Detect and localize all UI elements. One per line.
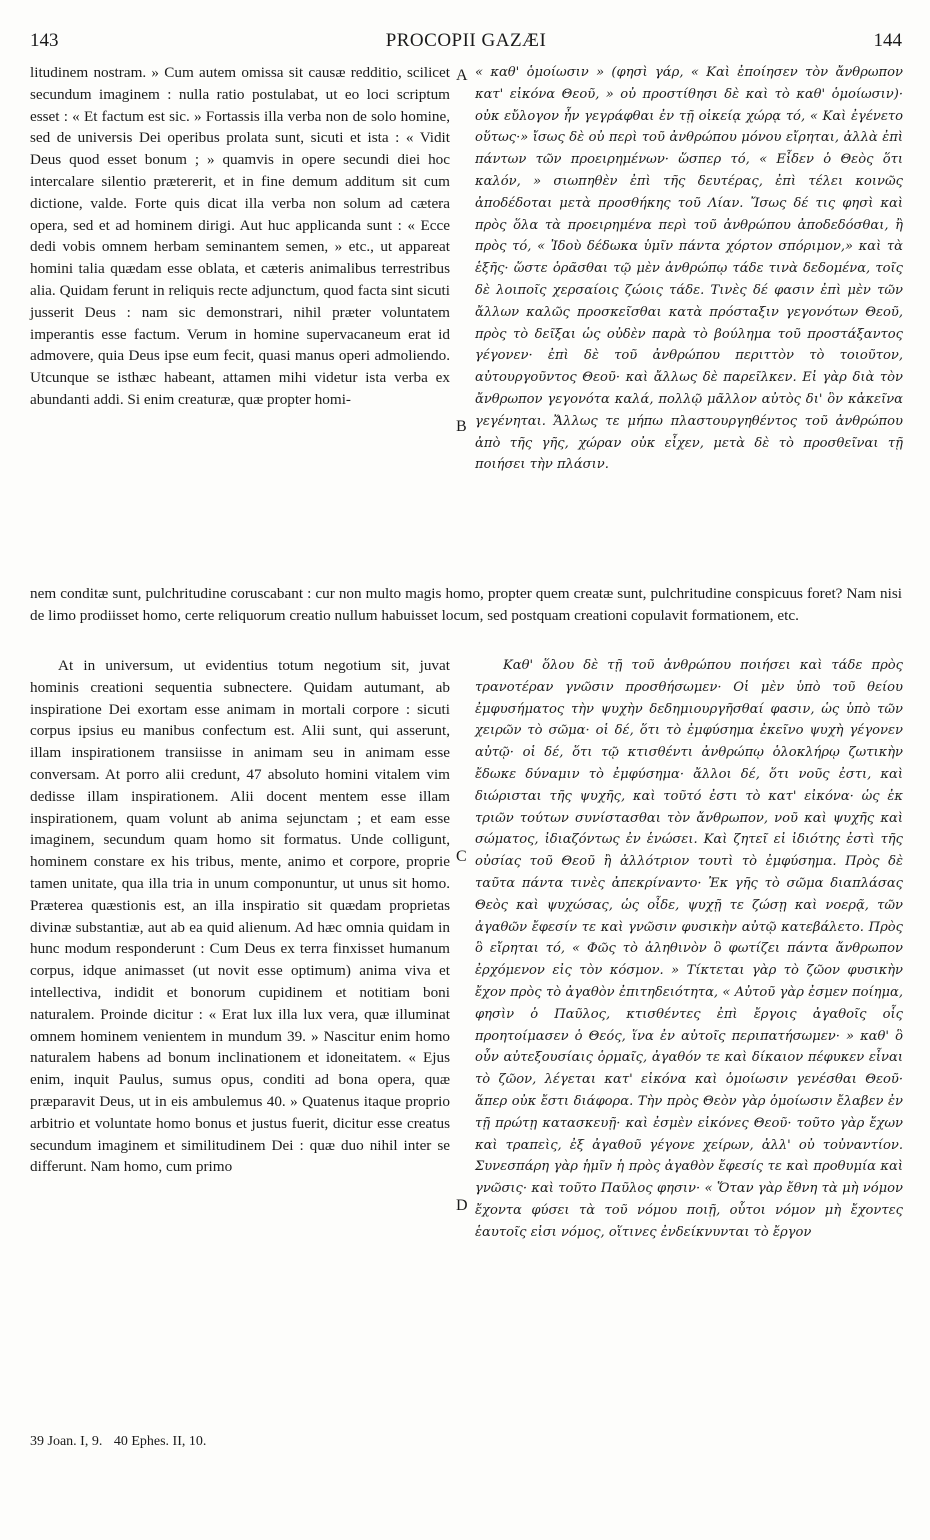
- latin-paragraph: At in universum, ut evidentius totum negotium sit, juvat hominis creationi sequentia subnectere. Quidam autumant, ab inspiratione Dei exortam esse animam in mortali corpore : sicuti corpus ipsius eu manibus confectum est. Alii sunt, qui asserunt, illam inspirationem transiisse in animam seu in animam esse conversam. At porro alii credunt, 47 absoluto homini vitalem vim dedisse illam inspirationem. Alii docent mentem esse illam inspirationem, quam volunt ab anima sejunctam ; et eam esse imaginem, secundum quam homo sit formatus. Unde colligunt, hominem constare ex his tribus, mente, animo et corpore, proprie tamen unitate, qua illa tria in unum componuntur, ut unus sit homo. Præterea quæstionis est, an illa inspiratio sit quædam proprietas divinæ substantiæ, aut ab ea quid alienum. Ad hæc omnia quidam in hunc modum responderunt : Cum Deus ex terra finxisset humanum corpus, idque animasset (ut novit esse optimum) anima viva et intellectiva, indidit et bonorum cupidinem et notitiam boni naturalem. Proinde dicitur : « Erat lux illa lux vera, quæ illuminat omnem hominem venientem in mundum 39. » Nascitur enim homo naturalem habens ad bonum inclinationem et idoneitatem. « Ejus enim, inquit Paulus, sumus opus, conditi ad bona opera, quæ præparavit Deus, ut in eis ambulemus 40. » Quatenus itaque proprio arbitrio et voluntate homo bonus et justus fuerit, dicitur esse creatus secundum imaginem et similitudinem Dei : quæ duo nihil inter se differunt. Nam homo, cum primo: [30, 657, 450, 1176]
- footnote: 40 Ephes. II, 10.: [113, 1434, 207, 1449]
- greek-column-bottom: [475, 655, 903, 1244]
- latin-paragraph: litudinem nostram. » Cum autem omissa sit causæ redditio, scilicet secundum imaginem : nulla ratio postulabat, ut eo loci scriptum esset : « Et factum est sic. » Fortassis illa verba non de solo homine, sed de universis Dei operibus prolata sunt, sicuti et ista : « Vidit Deus quod esset bonum ; » quamvis in opere secundi diei hoc intercalare silentio prætererit, et in fine demum additum sit cum dictione, valde. Forte quis dicat illa verba non solum ad cætera opera, sed et ad hominem dirigi. Aut huc applicanda sunt : « Ecce dedi vobis omnem herbam seminantem semen, » etc., ut appareat homini talia quædam esse oblata, et cæteris animalibus terrestribus alia. Quidam ferunt in reliquis recte adjunctum, quod facta sint sicuti jusserit Deus : nam sic demonstrari, nihil præter voluntatem imperantis esse factum. Verum in homine supervacaneum erat id admovere, quia Deus ipse eum fecit, quasi manus operi admoliendo. Utcunque se isthæc habeant, attamen mihi videtur ista verba ex abundanti addi. Si enim creaturæ, quæ propter homi-: [30, 64, 450, 408]
- greek-paragraph: « καθ' ὁμοίωσιν » (φησὶ γάρ, « Καὶ ἐποίησεν τὸν ἄνθρωπον κατ' εἰκόνα Θεοῦ, » οὐ προστίθησι δὲ καὶ τὸ καθ' ὁμοίωσιν)· οὐκ εὔλογον ἦν γεγράφθαι ἐν τῇ οἰκείᾳ χώρᾳ τό, « Καὶ ἐγένετο οὕτως·» ἴσως δὲ οὐ περὶ τοῦ ἀνθρώπου μόνου εἴρηται, ἀλλὰ ἐπὶ πάντων τῶν προειρημένων· ὥσπερ τό, « Εἶδεν ὁ Θεὸς ὅτι καλόν, » σιωπηθὲν ἐπὶ τῆς δευτέρας, ἐπὶ τέλει κοινῶς ἀποδέδοται μετὰ προσθήκης τοῦ Λίαν. Ἴσως δέ τις φησὶ καὶ πρὸς ὅλα τὰ προειρημένα περὶ τοῦ ἀνθρώπου ἀποδεδόσθαι, ἢ πρὸς τό, « Ἰδοὺ δέδωκα ὑμῖν πάντα χόρτον σπόριμον,» καὶ τὰ ἑξῆς· ὥστε ὁρᾶσθαι τῷ μὲν ἀνθρώπῳ τάδε τινὰ δεδομένα, τοῖς δὲ λοιποῖς χερσαίοις ζώοις τάδε. Τινὲς δέ φασιν ἐπὶ μὲν τῶν ἄλλων καλῶς προσκεῖσθαι κατὰ πρόσταξιν γεγονότων Θεοῦ, πρὸς τὸ δεῖξαι ὡς οὐδὲν παρὰ τὸ βούλημα τοῦ προστάξαντος γέγονεν· ἐπὶ δὲ τοῦ ἀνθρώπου περιττὸν τὸ τοιοῦτον, αὐτουργοῦντος Θεοῦ· καὶ ἄλλως δὲ παρεῖλκεν. Εἰ γὰρ διὰ τὸν ἄνθρωπον γεγονότα καλά, πολλῷ μᾶλλον αὐτὸς δι' ὃν κἀκεῖνα γεγένηται. Ἄλλως τε μήπω πλαστουργηθέντος τοῦ ἀνθρώπου ἀπὸ τῆς γῆς, χώραν οὐκ εἶχεν, μετὰ δὲ τὸ προσθεῖναι τῇ ποιήσει τὴν πλάσιν.: [475, 65, 903, 473]
- margin-mark-b: B: [456, 418, 467, 435]
- latin-column-bottom: [30, 655, 450, 1178]
- latin-full-width: [30, 583, 902, 627]
- margin-mark-c: C: [456, 848, 467, 865]
- greek-column-top: [475, 62, 903, 476]
- latin-column-top: [30, 62, 450, 411]
- page-header: [30, 30, 902, 60]
- margin-mark-a: A: [456, 67, 468, 84]
- footnotes: [30, 1434, 530, 1450]
- latin-continuation: nem conditæ sunt, pulchritudine coruscabant : cur non multo magis homo, propter quem creatæ sunt, pulchritudine conspicuus foret? Nam nisi de limo prodiisset homo, certe reliquorum creatio nullum habuisset locum, sed postquam creationi copulavit formationem, etc.: [30, 585, 902, 624]
- footnote: 39 Joan. I, 9.: [30, 1434, 103, 1449]
- running-title: PROCOPII GAZÆI: [385, 30, 547, 51]
- page-number-right: 144: [873, 30, 902, 51]
- page-number-left: 143: [30, 30, 59, 51]
- greek-paragraph: Καθ' ὅλου δὲ τῇ τοῦ ἀνθρώπου ποιήσει καὶ τάδε πρὸς τρανοτέραν γνῶσιν προσθήσωμεν· Οἱ μὲν ὑπὸ τοῦ θείου ἐμφυσήματος τὴν ψυχὴν δεδημιουργῆσθαί φασιν, ὡς ὑπὸ τῶν χειρῶν τὸ σῶμα· οἱ δέ, ὅτι τὸ ἐμφύσημα ἐκεῖνο ψυχὴ γέγονεν αὐτῷ· οἱ δέ, ὅτι τῷ κτισθέντι ἀνθρώπῳ ὁλοκλήρῳ ζωτικὴν ἔδωκε δύναμιν τὸ ἐμφύσημα· ἄλλοι δέ, ὅτι νοῦς ἐστι, καὶ διώρισται τῆς ψυχῆς, καὶ τοῦτό ἐστι τὸ κατ' εἰκόνα· ὡς ἐκ τριῶν τούτων συνίστασθαι τὸν ἄνθρωπον, νοῦ καὶ ψυχῆς καὶ σώματος, ἰδιαζόντως ἐν ἑνώσει. Καὶ ζητεῖ εἰ ἰδιότης ἐστὶ τῆς οὐσίας τοῦ Θεοῦ ἢ ἀλλότριον τουτὶ τὸ ἐμφύσημα. Πρὸς δὲ ταῦτα πάντα τινὲς ἀπεκρίναντο· Ἐκ γῆς τὸ σῶμα διαπλάσας Θεὸς καὶ ψυχώσας, ὡς οἶδε, ψυχῇ τε ζώσῃ καὶ νοερᾷ, τῶν ἀγαθῶν ἔφεσίν τε καὶ γνῶσιν φυσικὴν αὐτῷ κατεβάλετο. Πρὸς ὃ εἴρηται τό, « Φῶς τὸ ἀληθινὸν ὃ φωτίζει πάντα ἄνθρωπον ἐρχόμενον εἰς τὸν κόσμον. » Τίκτεται γὰρ τὸ ζῶον φυσικὴν ἔχον πρὸς τὸ ἀγαθὸν ἐπιτηδειότητα, « Αὐτοῦ γὰρ ἐσμεν ποίημα, φησὶν ὁ Παῦλος, κτισθέντες ἐπὶ ἔργοις ἀγαθοῖς οἷς προητοίμασεν ὁ Θεός, ἵνα ἐν αὐτοῖς περιπατήσωμεν· » καθ' ὃ οὖν αὐτεξουσίαις ὁρμαῖς, ἀγαθόν τε καὶ δίκαιον πέφυκεν εἶναι τὸ ζῶον, λέγεται κατ' εἰκόνα καὶ ὁμοίωσιν γενέσθαι Θεοῦ· ἅπερ οὐκ ἔστι διάφορα. Τὴν πρὸς Θεὸν γὰρ ὁμοίωσιν ἔλαβεν ἐν τῇ πρώτῃ κατασκευῇ· καὶ ἐσμὲν εἰκόνες Θεοῦ· τοῦτο γὰρ ἔχων καὶ τραπεὶς, ἐξ ἀγαθοῦ γέγονε χείρων, ἀλλ' οὐ τοὐναντίον. Συνεσπάρη γὰρ ἡμῖν ἡ πρὸς ἀγαθὸν ἔφεσίς τε καὶ προθυμία καὶ γνῶσις· καὶ τοῦτο Παῦλος φησιν· « Ὅταν γὰρ ἔθνη τὰ μὴ νόμον ἔχοντα φύσει τὰ τοῦ νόμου ποιῇ, οὗτοι νόμον μὴ ἔχοντες ἑαυτοῖς εἰσι νόμος, οἵτινες ἐνδείκνυνται τὸ ἔργον: [475, 658, 903, 1240]
- margin-mark-d: D: [456, 1197, 468, 1214]
